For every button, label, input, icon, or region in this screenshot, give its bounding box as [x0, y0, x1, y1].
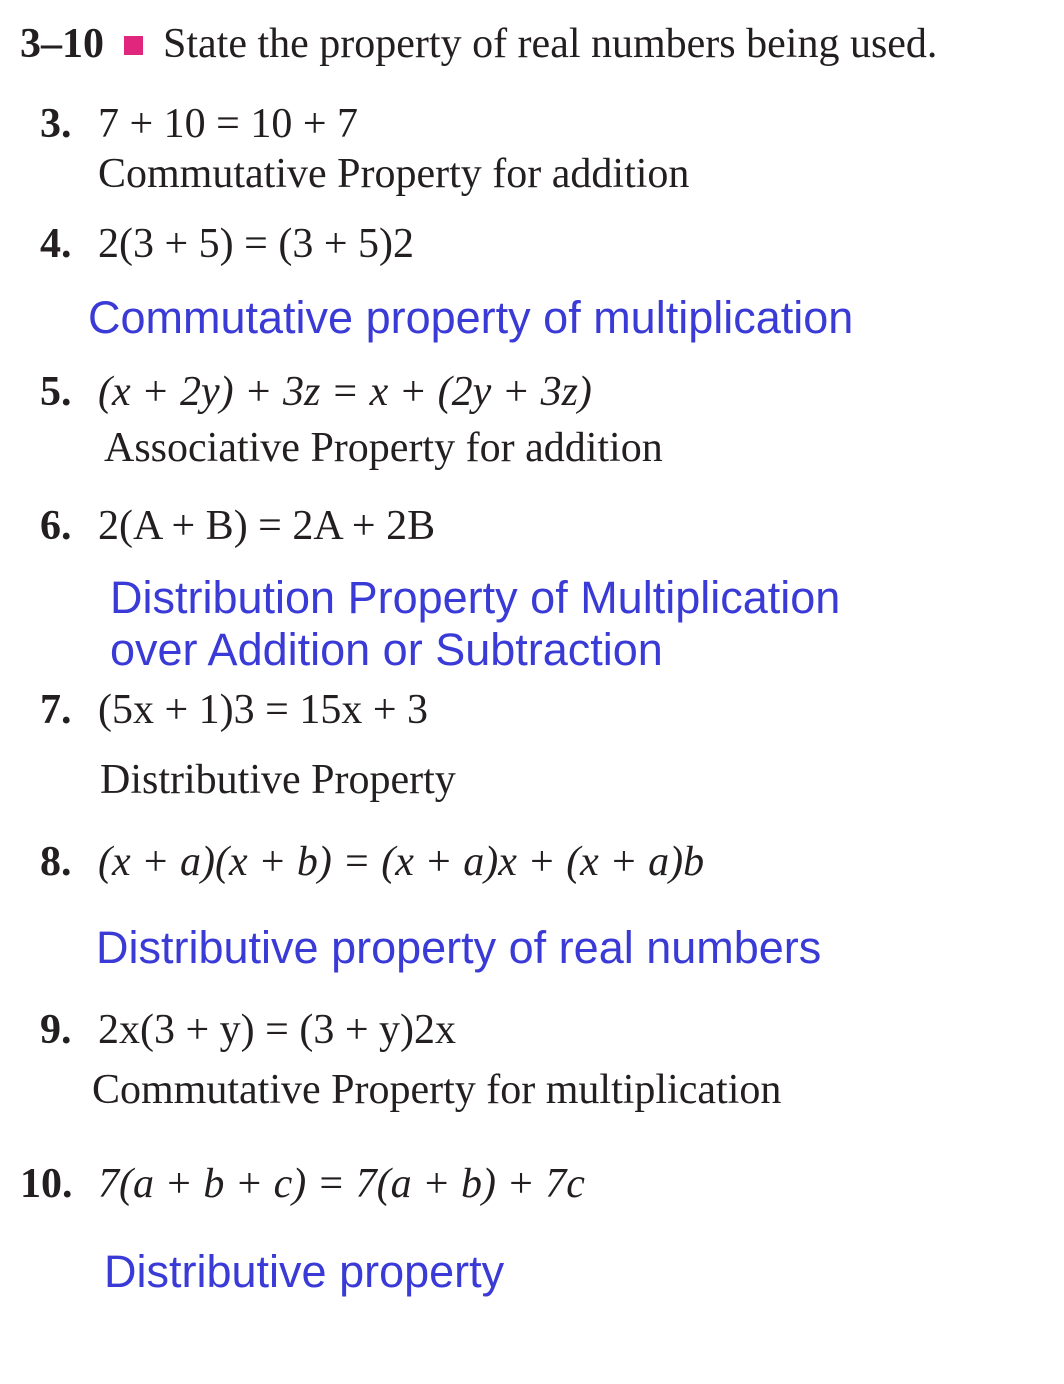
problem-number: 5.: [40, 369, 72, 415]
problem-equation: 2x(3 + y) = (3 + y)2x: [98, 1007, 457, 1053]
problem-10: [20, 1160, 585, 1208]
bullet-square-icon: [124, 36, 143, 55]
problem-3: [40, 100, 358, 148]
problem-9: [40, 1006, 456, 1054]
problem-equation: (5x + 1)3 = 15x + 3: [98, 687, 429, 733]
answer-9: Commutative Property for multiplication: [92, 1067, 782, 1113]
problem-number: 4.: [40, 221, 72, 267]
exercise-header: [20, 20, 937, 68]
answer-5: Associative Property for addition: [104, 425, 663, 471]
problem-equation: (x + 2y) + 3z = x + (2y + 3z): [98, 369, 592, 415]
answer-8: Distributive property of real numbers: [96, 922, 822, 973]
problem-5: [40, 368, 592, 416]
problem-number: 10.: [20, 1161, 73, 1207]
problem-equation: 7 + 10 = 10 + 7: [98, 101, 359, 147]
problem-number: 8.: [40, 839, 72, 885]
answer-3: Commutative Property for addition: [98, 151, 690, 197]
problem-8: [40, 838, 704, 886]
problem-equation: (x + a)(x + b) = (x + a)x + (x + a)b: [98, 839, 705, 885]
answer-10: Distributive property: [104, 1246, 505, 1297]
answer-6-line-1: Distribution Property of Multiplication: [110, 572, 841, 623]
exercise-range: 3–10: [20, 21, 104, 67]
problem-number: 9.: [40, 1007, 72, 1053]
problem-7: [40, 686, 428, 734]
problem-number: 7.: [40, 687, 72, 733]
problem-6: [40, 502, 435, 550]
exercise-instruction: State the property of real numbers being used.: [163, 21, 938, 67]
problem-equation: 2(A + B) = 2A + 2B: [98, 503, 436, 549]
answer-4: Commutative property of multiplication: [88, 292, 854, 343]
problem-equation: 7(a + b + c) = 7(a + b) + 7c: [98, 1161, 585, 1207]
problem-equation: 2(3 + 5) = (3 + 5)2: [98, 221, 415, 267]
answer-7: Distributive Property: [100, 757, 456, 803]
problem-number: 3.: [40, 101, 72, 147]
answer-6-line-2: over Addition or Subtraction: [110, 624, 663, 675]
problem-4: [40, 220, 414, 268]
problem-number: 6.: [40, 503, 72, 549]
